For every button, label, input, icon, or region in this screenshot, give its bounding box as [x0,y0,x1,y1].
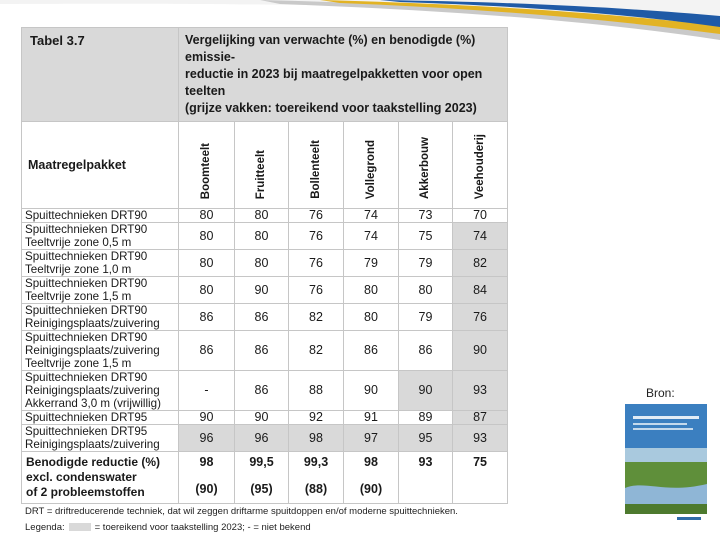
value-cell: 97 [344,425,399,452]
summary-label-line: of 2 probleemstoffen [26,485,145,499]
summary-value: 98 [199,455,214,469]
value-cell: 96 [179,425,235,452]
table-document [21,27,507,540]
table-title-line: (grijze vakken: toereikend voor taakstelling 2023) [185,101,477,115]
row-label-line: Spuittechnieken DRT95 [25,425,148,438]
summary-label-line: excl. condenswater [26,470,137,484]
value-cell: 76 [453,304,508,331]
summary-value: 75 [473,455,487,469]
row-label [22,209,179,223]
column-header-label: Veehouderij [473,133,486,199]
value-cell: 79 [399,304,453,331]
table-row [22,411,508,425]
value-cell: 92 [289,411,344,425]
row-label-line: Spuittechnieken DRT90 [25,304,148,317]
value-cell: 75 [399,223,453,250]
value-cell: 98 [289,425,344,452]
summary-label [22,452,179,504]
value-cell: 88 [289,371,344,411]
value-cell: 79 [344,250,399,277]
row-label-line: Teeltvrije zone 0,5 m [25,236,132,249]
legend-gray-swatch [69,523,91,531]
value-cell: 80 [179,250,235,277]
value-cell: 86 [179,331,235,371]
row-label [22,250,179,277]
column-header [399,122,453,209]
value-cell: 89 [399,411,453,425]
row-label-line: Spuittechnieken DRT90 [25,371,148,384]
value-cell: 80 [344,304,399,331]
value-cell: 74 [453,223,508,250]
footnote: DRT = driftreducerende techniek, dat wil zeggen driftarme spuitdoppen en/of moderne spuittechnieken. [25,506,458,517]
table-label: Tabel 3.7 [22,28,179,122]
column-header [453,122,508,209]
summary-sub-value: (95) [250,482,273,496]
summary-row [22,452,508,504]
value-cell: 84 [453,277,508,304]
summary-value: 93 [418,455,433,469]
value-cell: - [179,371,235,411]
value-cell: 90 [344,371,399,411]
value-cell: 93 [453,425,508,452]
summary-cell [399,452,453,504]
table-row [22,223,508,250]
row-label-line: Spuittechnieken DRT90 [25,331,148,344]
row-label-line: Reinigingsplaats/zuivering [25,438,160,451]
summary-value: 98 [364,455,378,469]
legend-text: = toereikend voor taakstelling 2023; - = niet bekend [94,522,311,533]
value-cell: 91 [344,411,399,425]
row-label-line: Spuittechnieken DRT90 [25,223,148,236]
legend-prefix: Legenda: [25,522,65,533]
value-cell: 80 [235,209,289,223]
value-cell: 93 [453,371,508,411]
value-cell: 86 [179,304,235,331]
report-cover-image [625,404,707,524]
table-row [22,209,508,223]
summary-sub-value: (90) [359,482,383,496]
row-label [22,223,179,250]
column-header [344,122,399,209]
row-label-line: Teeltvrije zone 1,5 m [25,290,132,303]
value-cell: 86 [235,331,289,371]
summary-value: 99,5 [249,455,274,469]
row-label-line: Reinigingsplaats/zuivering [25,344,160,357]
table-row [22,304,508,331]
summary-value: 99,3 [303,455,329,469]
row-label [22,425,179,452]
summary-cell [453,452,508,504]
value-cell: 80 [179,223,235,250]
column-header-label: Boomteelt [200,142,212,199]
row-label [22,304,179,331]
value-cell: 80 [179,209,235,223]
value-cell: 87 [453,411,508,425]
table-title [179,28,508,122]
row-header-label: Maatregelpakket [22,122,179,209]
summary-label-line: Benodigde reductie (%) [26,455,161,469]
row-label-line: Reinigingsplaats/zuivering [25,384,160,397]
column-header-label: Akkerbouw [419,137,431,199]
value-cell: 70 [453,209,508,223]
row-label-line: Akkerrand 3,0 m (vrijwillig) [25,397,161,410]
value-cell: 73 [399,209,453,223]
value-cell: 76 [289,250,344,277]
row-label-line: Teeltvrije zone 1,5 m [25,357,132,370]
value-cell: 80 [344,277,399,304]
value-cell: 90 [179,411,235,425]
row-label [22,411,179,425]
summary-cell [179,452,235,504]
table-title-line: reductie in 2023 bij maatregelpakketten voor open teelten [185,67,483,98]
value-cell: 74 [344,223,399,250]
column-header [235,122,289,209]
value-cell: 86 [235,304,289,331]
row-label-line: Reinigingsplaats/zuivering [25,317,160,330]
value-cell: 80 [235,223,289,250]
value-cell: 95 [399,425,453,452]
value-cell: 80 [179,277,235,304]
column-header-label: Fruitteelt [255,149,267,199]
table-row [22,277,508,304]
table-row [22,425,508,452]
value-cell: 90 [235,411,289,425]
row-label [22,331,179,371]
value-cell: 86 [235,371,289,411]
value-cell: 76 [289,277,344,304]
value-cell: 76 [289,223,344,250]
value-cell: 90 [453,331,508,371]
row-label [22,371,179,411]
value-cell: 82 [289,331,344,371]
row-label-line: Spuittechnieken DRT90 [25,250,148,263]
value-cell: 86 [399,331,453,371]
summary-sub-value: (88) [304,482,328,496]
column-header-label: Bollenteelt [309,140,322,199]
column-header [179,122,235,209]
value-cell: 86 [344,331,399,371]
legend [21,520,507,536]
table-row [22,371,508,411]
value-cell: 82 [453,250,508,277]
source-label: Bron: [646,386,675,400]
value-cell: 80 [235,250,289,277]
value-cell: 80 [399,277,453,304]
row-label-line: Teeltvrije zone 1,0 m [25,263,132,276]
table-row [22,331,508,371]
value-cell: 96 [235,425,289,452]
summary-cell [235,452,289,504]
row-label-line: Spuittechnieken DRT90 [25,209,148,222]
summary-cell [344,452,399,504]
row-label [22,277,179,304]
value-cell: 82 [289,304,344,331]
value-cell: 79 [399,250,453,277]
table-row [22,250,508,277]
comparison-table [21,27,508,504]
value-cell: 74 [344,209,399,223]
value-cell: 90 [235,277,289,304]
column-header [289,122,344,209]
value-cell: 76 [289,209,344,223]
row-label-line: Spuittechnieken DRT90 [25,277,148,290]
summary-sub-value: (90) [195,482,218,496]
summary-cell [289,452,344,504]
value-cell: 90 [399,371,453,411]
row-label-line: Spuittechnieken DRT95 [25,411,148,424]
column-header-label: Vollegrond [364,139,377,199]
table-title-line: Vergelijking van verwachte (%) en benodigde (%) emissie- [185,33,476,64]
